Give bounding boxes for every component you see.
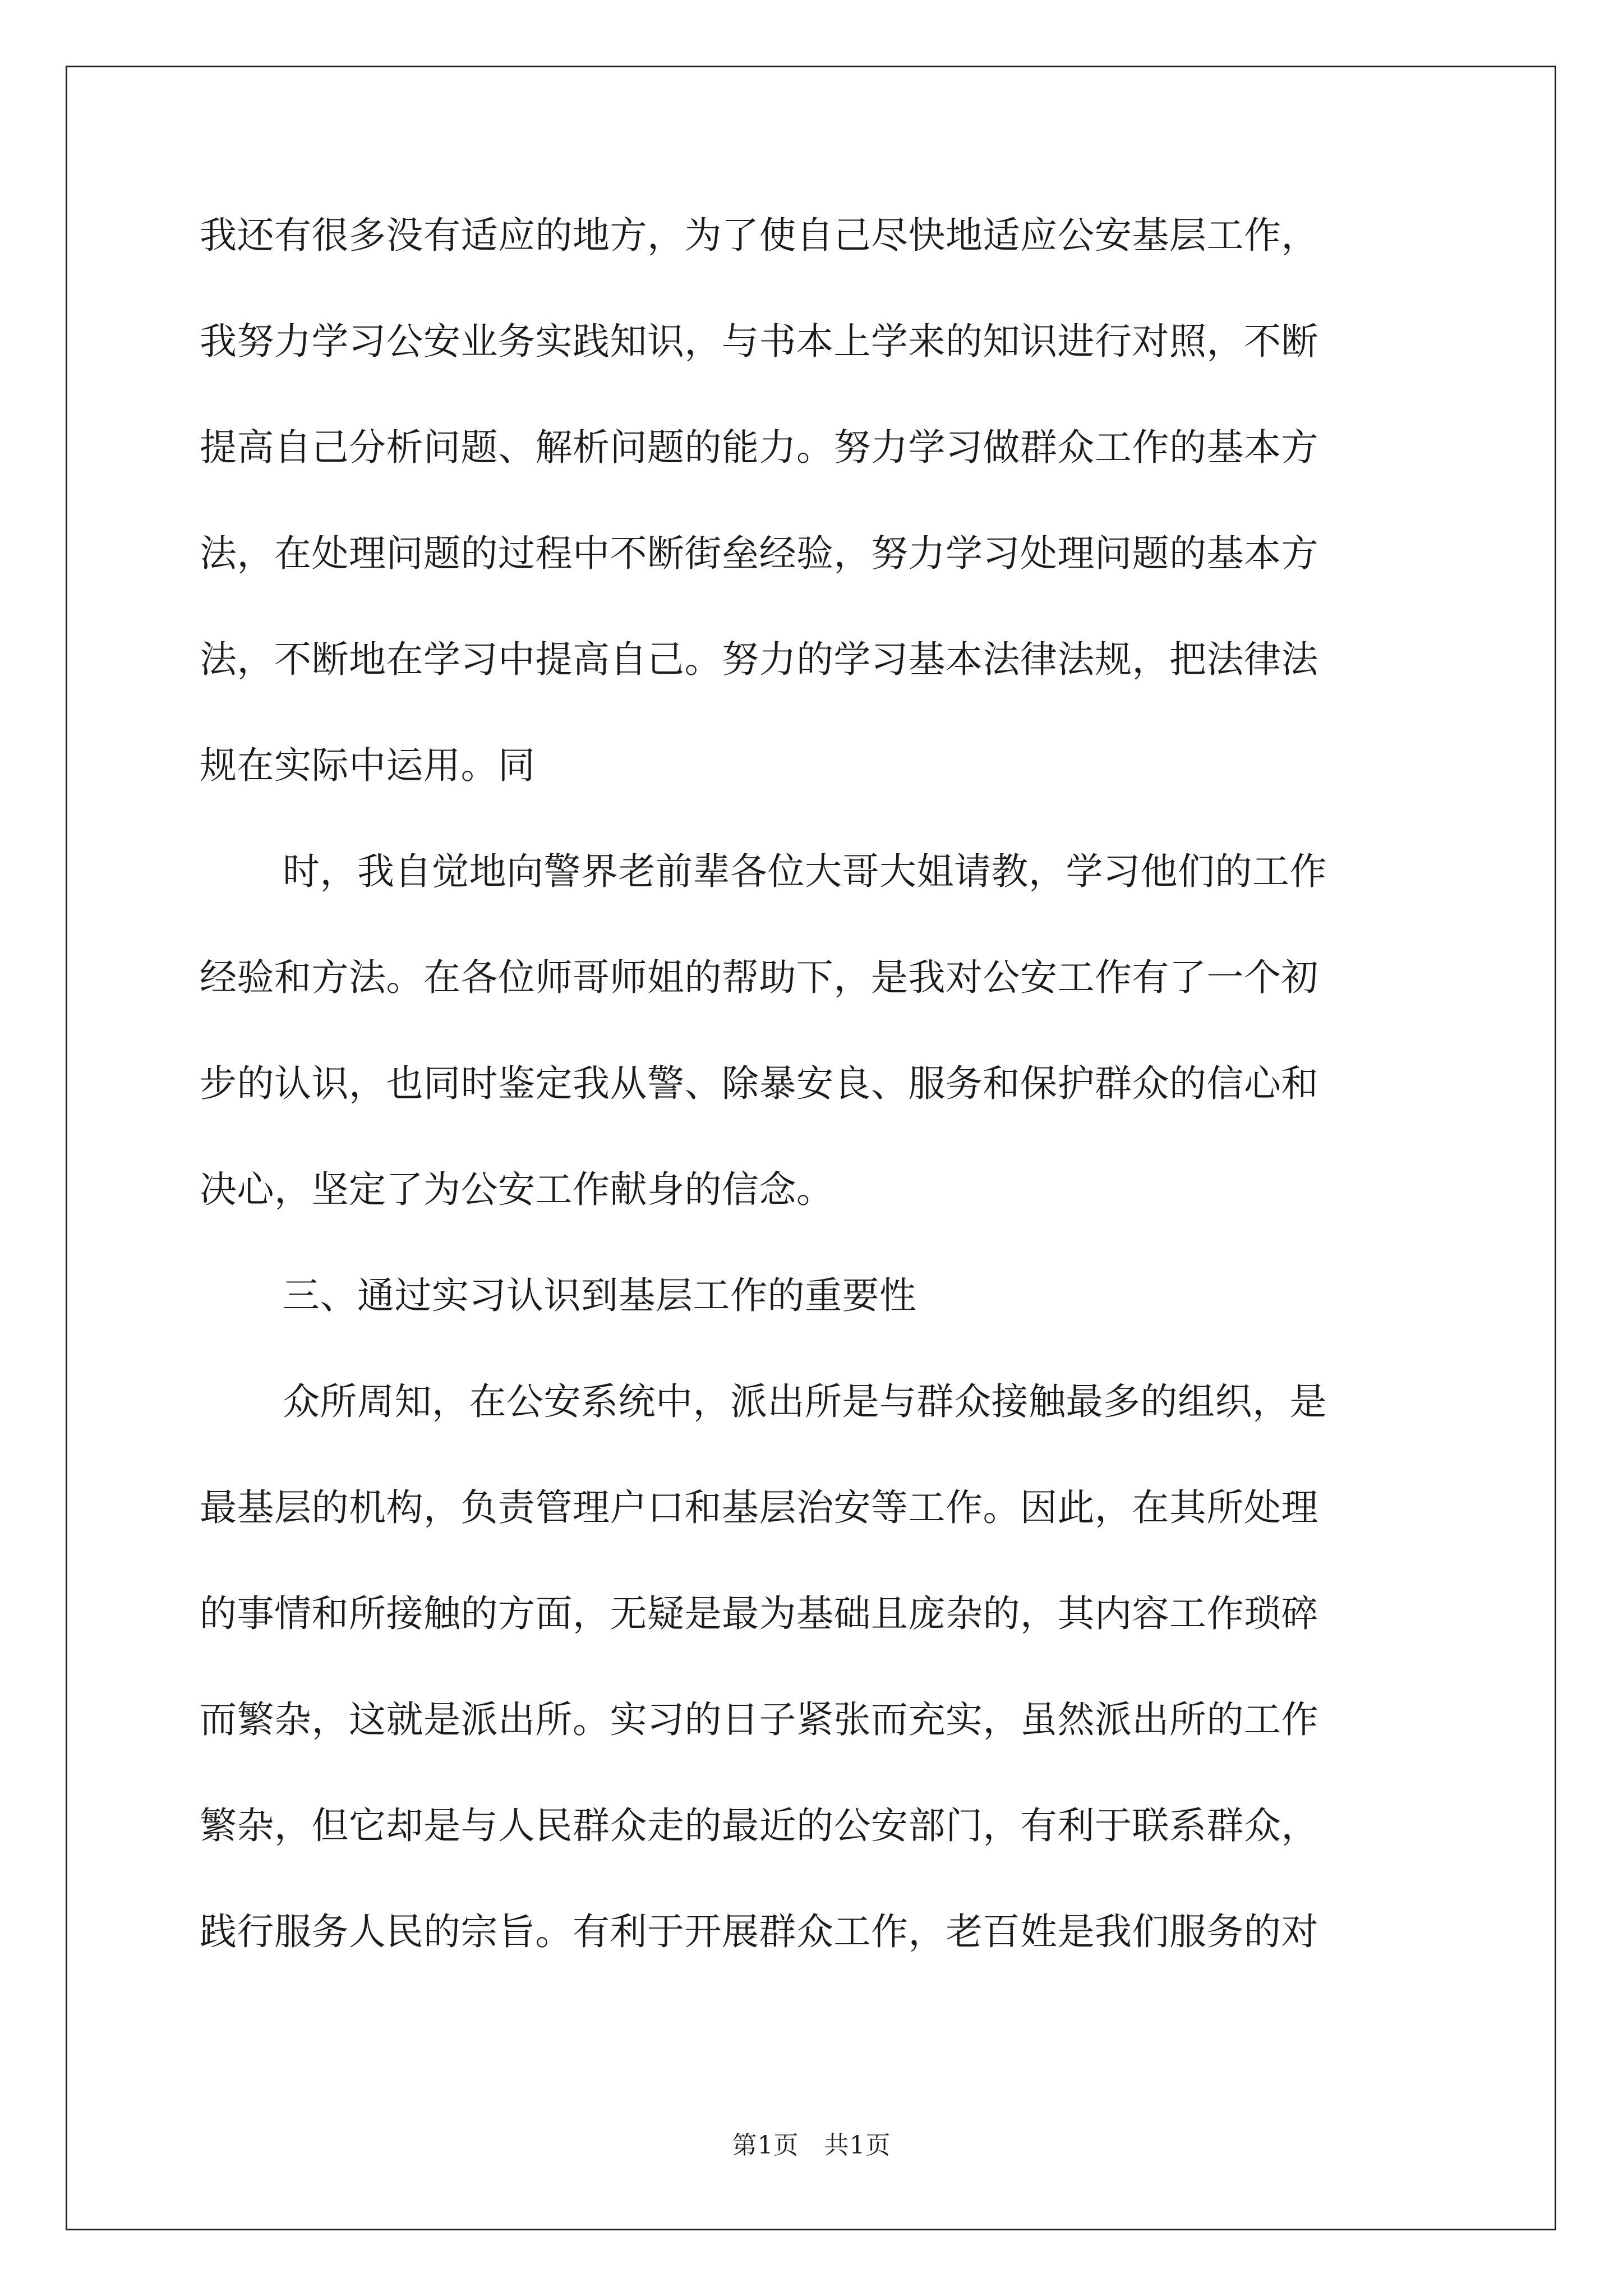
text-line: 规在实际中运用。同 [200, 744, 536, 787]
text-line: 法，在处理问题的过程中不断街垒经验，努力学习处理问题的基本方 [200, 532, 1318, 575]
text-line: 提高自己分析问题、解析问题的能力。努力学习做群众工作的基本方 [200, 426, 1318, 469]
text-line: 时，我自觉地向警界老前辈各位大哥大姐请教，学习他们的工作 [283, 850, 1327, 893]
text-line: 最基层的机构，负责管理户口和基层治安等工作。因此，在其所处理 [200, 1486, 1318, 1529]
page-footer: 第1页 共1页 [732, 2131, 891, 2160]
text-line: 我努力学习公安业务实践知识，与书本上学来的知识进行对照，不断 [200, 320, 1318, 363]
text-line: 繁杂，但它却是与人民群众走的最近的公安部门，有利于联系群众， [200, 1804, 1318, 1847]
text-line: 践行服务人民的宗旨。有利于开展群众工作，老百姓是我们服务的对 [200, 1910, 1318, 1953]
text-line: 我还有很多没有适应的地方，为了使自己尽快地适应公安基层工作， [200, 214, 1318, 257]
text-line: 众所周知，在公安系统中，派出所是与群众接触最多的组织，是 [283, 1380, 1327, 1423]
page-border [66, 66, 1556, 2230]
text-line: 的事情和所接触的方面，无疑是最为基础且庞杂的，其内容工作琐碎 [200, 1592, 1318, 1635]
section-heading: 三、通过实习认识到基层工作的重要性 [283, 1274, 917, 1317]
text-line: 经验和方法。在各位师哥师姐的帮助下，是我对公安工作有了一个初 [200, 956, 1318, 999]
text-line: 步的认识，也同时鉴定我从警、除暴安良、服务和保护群众的信心和 [200, 1062, 1318, 1105]
text-line: 决心，坚定了为公安工作献身的信念。 [200, 1168, 834, 1211]
text-line: 法，不断地在学习中提高自己。努力的学习基本法律法规，把法律法 [200, 638, 1318, 681]
text-line: 而繁杂，这就是派出所。实习的日子紧张而充实，虽然派出所的工作 [200, 1698, 1318, 1741]
